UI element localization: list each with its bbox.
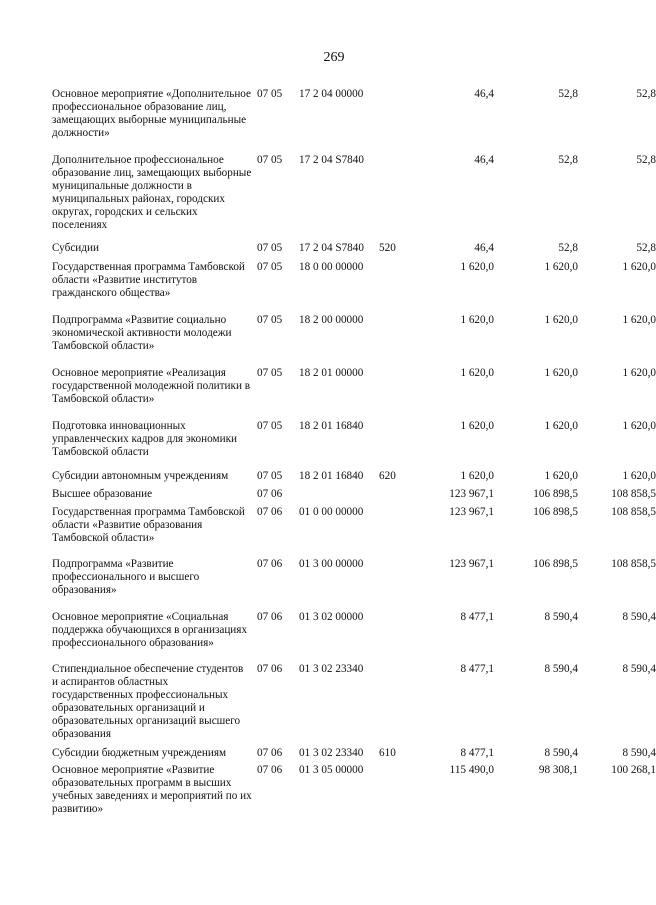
- page-number: 269: [323, 50, 345, 65]
- table-row: [52, 506, 656, 545]
- amount-year-2: 8 590,4: [544, 663, 578, 675]
- amount-year-2: 1 620,0: [544, 420, 578, 432]
- amount-year-2: 106 898,5: [533, 558, 578, 570]
- amount-year-3: 1 620,0: [622, 367, 656, 379]
- amount-year-2: 52,8: [558, 242, 578, 254]
- row-name: Основное мероприятие «Дополнительное профессиональное образование лиц, замещающих выборные муниципальные должности»: [52, 88, 252, 139]
- amount-year-1: 1 620,0: [460, 367, 494, 379]
- amount-year-3: 100 268,1: [611, 764, 656, 776]
- target-code: 17 2 04 S7840: [299, 154, 364, 166]
- expense-code: 610: [379, 747, 396, 759]
- section-code: 07 05: [257, 242, 283, 254]
- amount-year-1: 46,4: [474, 154, 494, 166]
- section-code: 07 06: [257, 506, 283, 518]
- table-row: [52, 611, 656, 650]
- row-name: Основное мероприятие «Социальная поддержка обучающихся в организациях профессионального образования»: [52, 611, 248, 649]
- row-name: Основное мероприятие «Реализация государственной молодежной политики в Тамбовской области»: [52, 367, 251, 405]
- section-code: 07 05: [257, 367, 283, 379]
- row-name: Субсидии бюджетным учреждениям: [52, 747, 227, 759]
- row-name: Субсидии: [52, 242, 99, 254]
- section-code: 07 05: [257, 470, 283, 482]
- table-row: [52, 663, 656, 741]
- table-row: [52, 88, 656, 140]
- target-code: 18 2 01 00000: [299, 367, 364, 379]
- amount-year-2: 8 590,4: [544, 611, 578, 623]
- target-code: 18 2 00 00000: [299, 314, 364, 326]
- table-row: [52, 367, 656, 406]
- amount-year-2: 1 620,0: [544, 470, 578, 482]
- table-row: [52, 420, 656, 459]
- target-code: 01 3 02 23340: [299, 663, 364, 675]
- amount-year-3: 1 620,0: [622, 470, 656, 482]
- expense-code: 620: [379, 470, 396, 482]
- amount-year-1: 1 620,0: [460, 261, 494, 273]
- table-row: [52, 747, 656, 760]
- section-code: 07 06: [257, 558, 283, 570]
- expense-code: 520: [379, 242, 396, 254]
- table-row: [52, 261, 656, 300]
- amount-year-3: 52,8: [636, 154, 656, 166]
- row-name: Государственная программа Тамбовской области «Развитие образования Тамбовской области»: [52, 506, 245, 544]
- amount-year-3: 108 858,5: [611, 488, 656, 500]
- table-row: [52, 764, 656, 816]
- target-code: 01 3 00 00000: [299, 558, 364, 570]
- section-code: 07 05: [257, 154, 283, 166]
- section-code: 07 06: [257, 663, 283, 675]
- amount-year-3: 1 620,0: [622, 314, 656, 326]
- row-name: Подпрограмма «Развитие профессионального и высшего образования»: [52, 558, 200, 596]
- amount-year-2: 52,8: [558, 154, 578, 166]
- amount-year-2: 106 898,5: [533, 488, 578, 500]
- amount-year-2: 1 620,0: [544, 261, 578, 273]
- target-code: 17 2 04 00000: [299, 88, 364, 100]
- target-code: 01 3 05 00000: [299, 764, 364, 776]
- amount-year-3: 108 858,5: [611, 506, 656, 518]
- row-name: Стипендиальное обеспечение студентов и аспирантов областных государственных профессиональных образовательных организаций и образовательных организаций высшего образования: [52, 663, 244, 740]
- section-code: 07 06: [257, 764, 283, 776]
- section-code: 07 06: [257, 611, 283, 623]
- amount-year-3: 52,8: [636, 88, 656, 100]
- section-code: 07 05: [257, 314, 283, 326]
- amount-year-1: 46,4: [474, 88, 494, 100]
- amount-year-3: 52,8: [636, 242, 656, 254]
- section-code: 07 05: [257, 261, 283, 273]
- amount-year-3: 8 590,4: [622, 663, 656, 675]
- amount-year-1: 46,4: [474, 242, 494, 254]
- target-code: 01 3 02 00000: [299, 611, 364, 623]
- amount-year-1: 123 967,1: [449, 558, 494, 570]
- amount-year-2: 52,8: [558, 88, 578, 100]
- amount-year-3: 1 620,0: [622, 420, 656, 432]
- table-row: [52, 558, 656, 597]
- section-code: 07 06: [257, 747, 283, 759]
- amount-year-2: 1 620,0: [544, 367, 578, 379]
- amount-year-1: 1 620,0: [460, 470, 494, 482]
- target-code: 01 0 00 00000: [299, 506, 364, 518]
- amount-year-2: 106 898,5: [533, 506, 578, 518]
- table-row: [52, 242, 656, 255]
- amount-year-1: 123 967,1: [449, 488, 494, 500]
- amount-year-2: 98 308,1: [538, 764, 578, 776]
- section-code: 07 05: [257, 88, 283, 100]
- table-row: [52, 488, 656, 501]
- row-name: Высшее образование: [52, 488, 153, 500]
- target-code: 01 3 02 23340: [299, 747, 364, 759]
- amount-year-3: 8 590,4: [622, 747, 656, 759]
- target-code: 18 2 01 16840: [299, 420, 364, 432]
- amount-year-1: 123 967,1: [449, 506, 494, 518]
- amount-year-1: 1 620,0: [460, 314, 494, 326]
- amount-year-1: 1 620,0: [460, 420, 494, 432]
- row-name: Государственная программа Тамбовской области «Развитие институтов гражданского общества»: [52, 261, 245, 299]
- row-name: Дополнительное профессиональное образование лиц, замещающих выборные муниципальные должности в муниципальных районах, городских округах, городских и сельских поселениях: [52, 154, 252, 231]
- row-name: Субсидии автономным учреждениям: [52, 470, 229, 482]
- target-code: 18 0 00 00000: [299, 261, 364, 273]
- amount-year-3: 108 858,5: [611, 558, 656, 570]
- table-row: [52, 154, 656, 232]
- row-name: Основное мероприятие «Развитие образовательных программ в высших учебных заведениях и мероприятий по их развитию»: [52, 764, 252, 815]
- amount-year-3: 8 590,4: [622, 611, 656, 623]
- section-code: 07 06: [257, 488, 283, 500]
- amount-year-2: 8 590,4: [544, 747, 578, 759]
- amount-year-1: 8 477,1: [460, 663, 494, 675]
- amount-year-1: 8 477,1: [460, 747, 494, 759]
- amount-year-2: 1 620,0: [544, 314, 578, 326]
- target-code: 18 2 01 16840: [299, 470, 364, 482]
- row-name: Подготовка инновационных управленческих кадров для экономики Тамбовской области: [52, 420, 237, 458]
- amount-year-1: 115 490,0: [449, 764, 494, 776]
- row-name: Подпрограмма «Развитие социально экономической активности молодежи Тамбовской области»: [52, 314, 232, 352]
- table-row: [52, 470, 656, 483]
- target-code: 17 2 04 S7840: [299, 242, 364, 254]
- amount-year-3: 1 620,0: [622, 261, 656, 273]
- section-code: 07 05: [257, 420, 283, 432]
- amount-year-1: 8 477,1: [460, 611, 494, 623]
- table-row: [52, 314, 656, 353]
- budget-table: [52, 88, 656, 816]
